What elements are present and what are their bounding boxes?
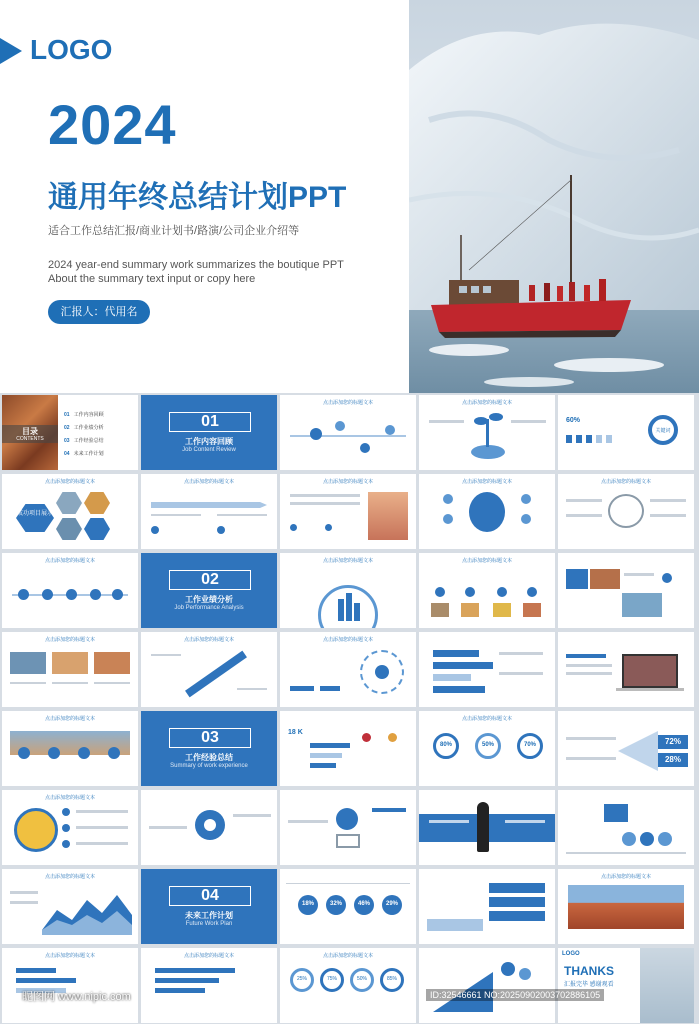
slide-title: 点击添加您的标题文本 [461, 558, 512, 564]
stat-value: 28% [664, 755, 681, 764]
toc-item: 04 未来工作计划 [64, 451, 104, 457]
thumb-gear[interactable] [141, 790, 277, 865]
thumb-laptop[interactable] [558, 632, 694, 707]
cover-subtitle-cn: 适合工作总结汇报/商业计划书/路演/公司企业介绍等 [48, 225, 300, 237]
section-title-cn: 工作业绩分析 [185, 595, 233, 604]
slide-title: 点击添加您的标题文本 [183, 637, 234, 643]
thanks-subtitle: 汇报完毕 感谢观看 [564, 982, 614, 988]
thumb-percent-banners[interactable] [558, 711, 694, 786]
thumb-section-02[interactable] [141, 553, 277, 628]
toc-label-en: CONTENTS [16, 436, 44, 442]
thumb-18k[interactable] [280, 711, 416, 786]
ring-value: 85% [386, 976, 397, 982]
logo-triangle-icon [0, 38, 22, 64]
iceberg-boat-photo [409, 0, 699, 393]
slide-title: 点击添加您的标题文本 [461, 400, 512, 406]
slide-title: 点击添加您的标题文本 [322, 953, 373, 959]
thumb-city-arc[interactable] [280, 553, 416, 628]
thumb-process[interactable] [2, 553, 138, 628]
bubble-value: 29% [385, 901, 398, 907]
thumb-pencil[interactable] [141, 632, 277, 707]
thumb-timeline[interactable] [280, 395, 416, 470]
section-title-en: Job Content Review [182, 447, 236, 453]
bubble-value: 18% [301, 901, 314, 907]
toc-item: 01 工作内容回顾 [64, 412, 104, 418]
slide-title: 点击添加您的标题文本 [322, 400, 373, 406]
thumb-plant[interactable] [419, 395, 555, 470]
cover-subtitle-en-line2: About the summary text input or copy here [48, 273, 256, 285]
thumb-icon-cloud[interactable] [280, 632, 416, 707]
bubble-value: 32% [329, 901, 342, 907]
slide-title: 点击添加您的标题文本 [44, 637, 95, 643]
ring-value: 25% [296, 976, 307, 982]
thumb-area-chart[interactable] [2, 869, 138, 944]
thumb-three-rings[interactable] [419, 711, 555, 786]
thumb-bars[interactable] [419, 632, 555, 707]
thumb-hexagons[interactable] [2, 474, 138, 549]
thumb-pins[interactable] [419, 553, 555, 628]
thumb-hbar-2[interactable] [141, 948, 277, 1023]
cover-subtitle-en-line1: 2024 year-end summary work summarizes the boutique PPT [48, 259, 344, 271]
slide-title: 点击添加您的标题文本 [44, 716, 95, 722]
thumb-arrows[interactable] [141, 474, 277, 549]
thumb-numbered-steps[interactable] [2, 711, 138, 786]
cover-title: 通用年终总结计划PPT [48, 181, 347, 214]
slide-title: 点击添加您的标题文本 [600, 479, 651, 485]
section-title-cn: 工作经验总结 [185, 753, 233, 762]
thanks-logo: LOGO [562, 951, 580, 957]
ring-value: 50% [481, 742, 494, 748]
stat-value: 72% [664, 737, 681, 746]
thumb-people-stats[interactable] [558, 395, 694, 470]
section-number: 01 [169, 412, 251, 432]
area-chart-graphic [42, 885, 132, 935]
thumb-brain[interactable] [558, 474, 694, 549]
section-number: 03 [169, 728, 251, 748]
slide-title: 点击添加您的标题文本 [44, 479, 95, 485]
thumb-desert-photo[interactable] [558, 869, 694, 944]
watermark-right: ID:32546661 NO:20250902003702886105 [426, 989, 604, 1001]
percent-value: 60% [566, 417, 581, 424]
toc-label-cn: 目录 [22, 427, 38, 436]
toc-item: 02 工作业绩分析 [64, 425, 104, 431]
section-title-en: Summary of work experience [170, 763, 248, 769]
keyword-label: 关键词 [655, 428, 671, 434]
slide-title: 点击添加您的标题文本 [44, 953, 95, 959]
slide-thumbnail-grid [0, 393, 699, 1024]
thumb-location[interactable] [419, 948, 555, 1023]
section-title-en: Job Performance Analysis [174, 605, 244, 611]
slide-title: 点击添加您的标题文本 [183, 953, 234, 959]
slide-title: 点击添加您的标题文本 [44, 874, 95, 880]
cover-slide [0, 0, 699, 393]
slide-title: 点击添加您的标题文本 [183, 479, 234, 485]
section-number: 02 [169, 570, 251, 590]
thumb-toc[interactable] [2, 395, 138, 470]
ring-value: 80% [439, 742, 452, 748]
toc-item: 03 工作经验总结 [64, 438, 104, 444]
thumb-thanks[interactable] [558, 948, 694, 1023]
thumb-helmet[interactable] [2, 790, 138, 865]
slide-title: 点击添加您的标题文本 [461, 479, 512, 485]
reporter-badge: 汇报人：代用名 [48, 300, 150, 324]
slide-title: 点击添加您的标题文本 [322, 637, 373, 643]
cover-year: 2024 [48, 93, 177, 156]
slide-title: 点击添加您的标题文本 [461, 716, 512, 722]
thumb-section-04[interactable] [141, 869, 277, 944]
section-number: 04 [169, 886, 251, 906]
thumb-runner[interactable] [419, 790, 555, 865]
ring-value: 50% [356, 976, 367, 982]
thumb-bubbles[interactable] [280, 869, 416, 944]
thumb-hbar-1[interactable] [2, 948, 138, 1023]
thumb-rings-4[interactable] [280, 948, 416, 1023]
bubble-value: 46% [357, 901, 370, 907]
thumb-medical[interactable] [558, 790, 694, 865]
thumb-cart[interactable] [280, 790, 416, 865]
thumb-section-01[interactable] [141, 395, 277, 470]
section-title-en: Future Work Plan [185, 921, 233, 927]
slide-title: 点击添加您的标题文本 [322, 558, 373, 564]
stat-value: 18 K [288, 729, 303, 736]
logo: LOGO [30, 34, 113, 65]
cover-subtitle-en [48, 258, 368, 286]
slide-title: 点击添加您的标题文本 [44, 558, 95, 564]
thumb-head-icons[interactable] [419, 474, 555, 549]
thumb-photo-grid[interactable] [558, 553, 694, 628]
toc-list [64, 409, 134, 461]
slide-title: 点击添加您的标题文本 [600, 874, 651, 880]
slide-title: 点击添加您的标题文本 [44, 795, 95, 801]
thanks-title: THANKS [564, 964, 614, 978]
section-title-cn: 工作内容回顾 [185, 437, 233, 446]
thumb-section-03[interactable] [141, 711, 277, 786]
watermark-left: 昵图网 www.nipic.com [22, 991, 131, 1003]
ring-value: 75% [326, 976, 337, 982]
thumb-three-photos[interactable] [2, 632, 138, 707]
ring-value: 70% [523, 742, 536, 748]
hex-label: 成功项目展示 [16, 511, 53, 517]
section-title-cn: 未来工作计划 [185, 911, 233, 920]
thumb-stairs[interactable] [419, 869, 555, 944]
slide-title: 点击添加您的标题文本 [322, 479, 373, 485]
thumb-photo-text[interactable] [280, 474, 416, 549]
